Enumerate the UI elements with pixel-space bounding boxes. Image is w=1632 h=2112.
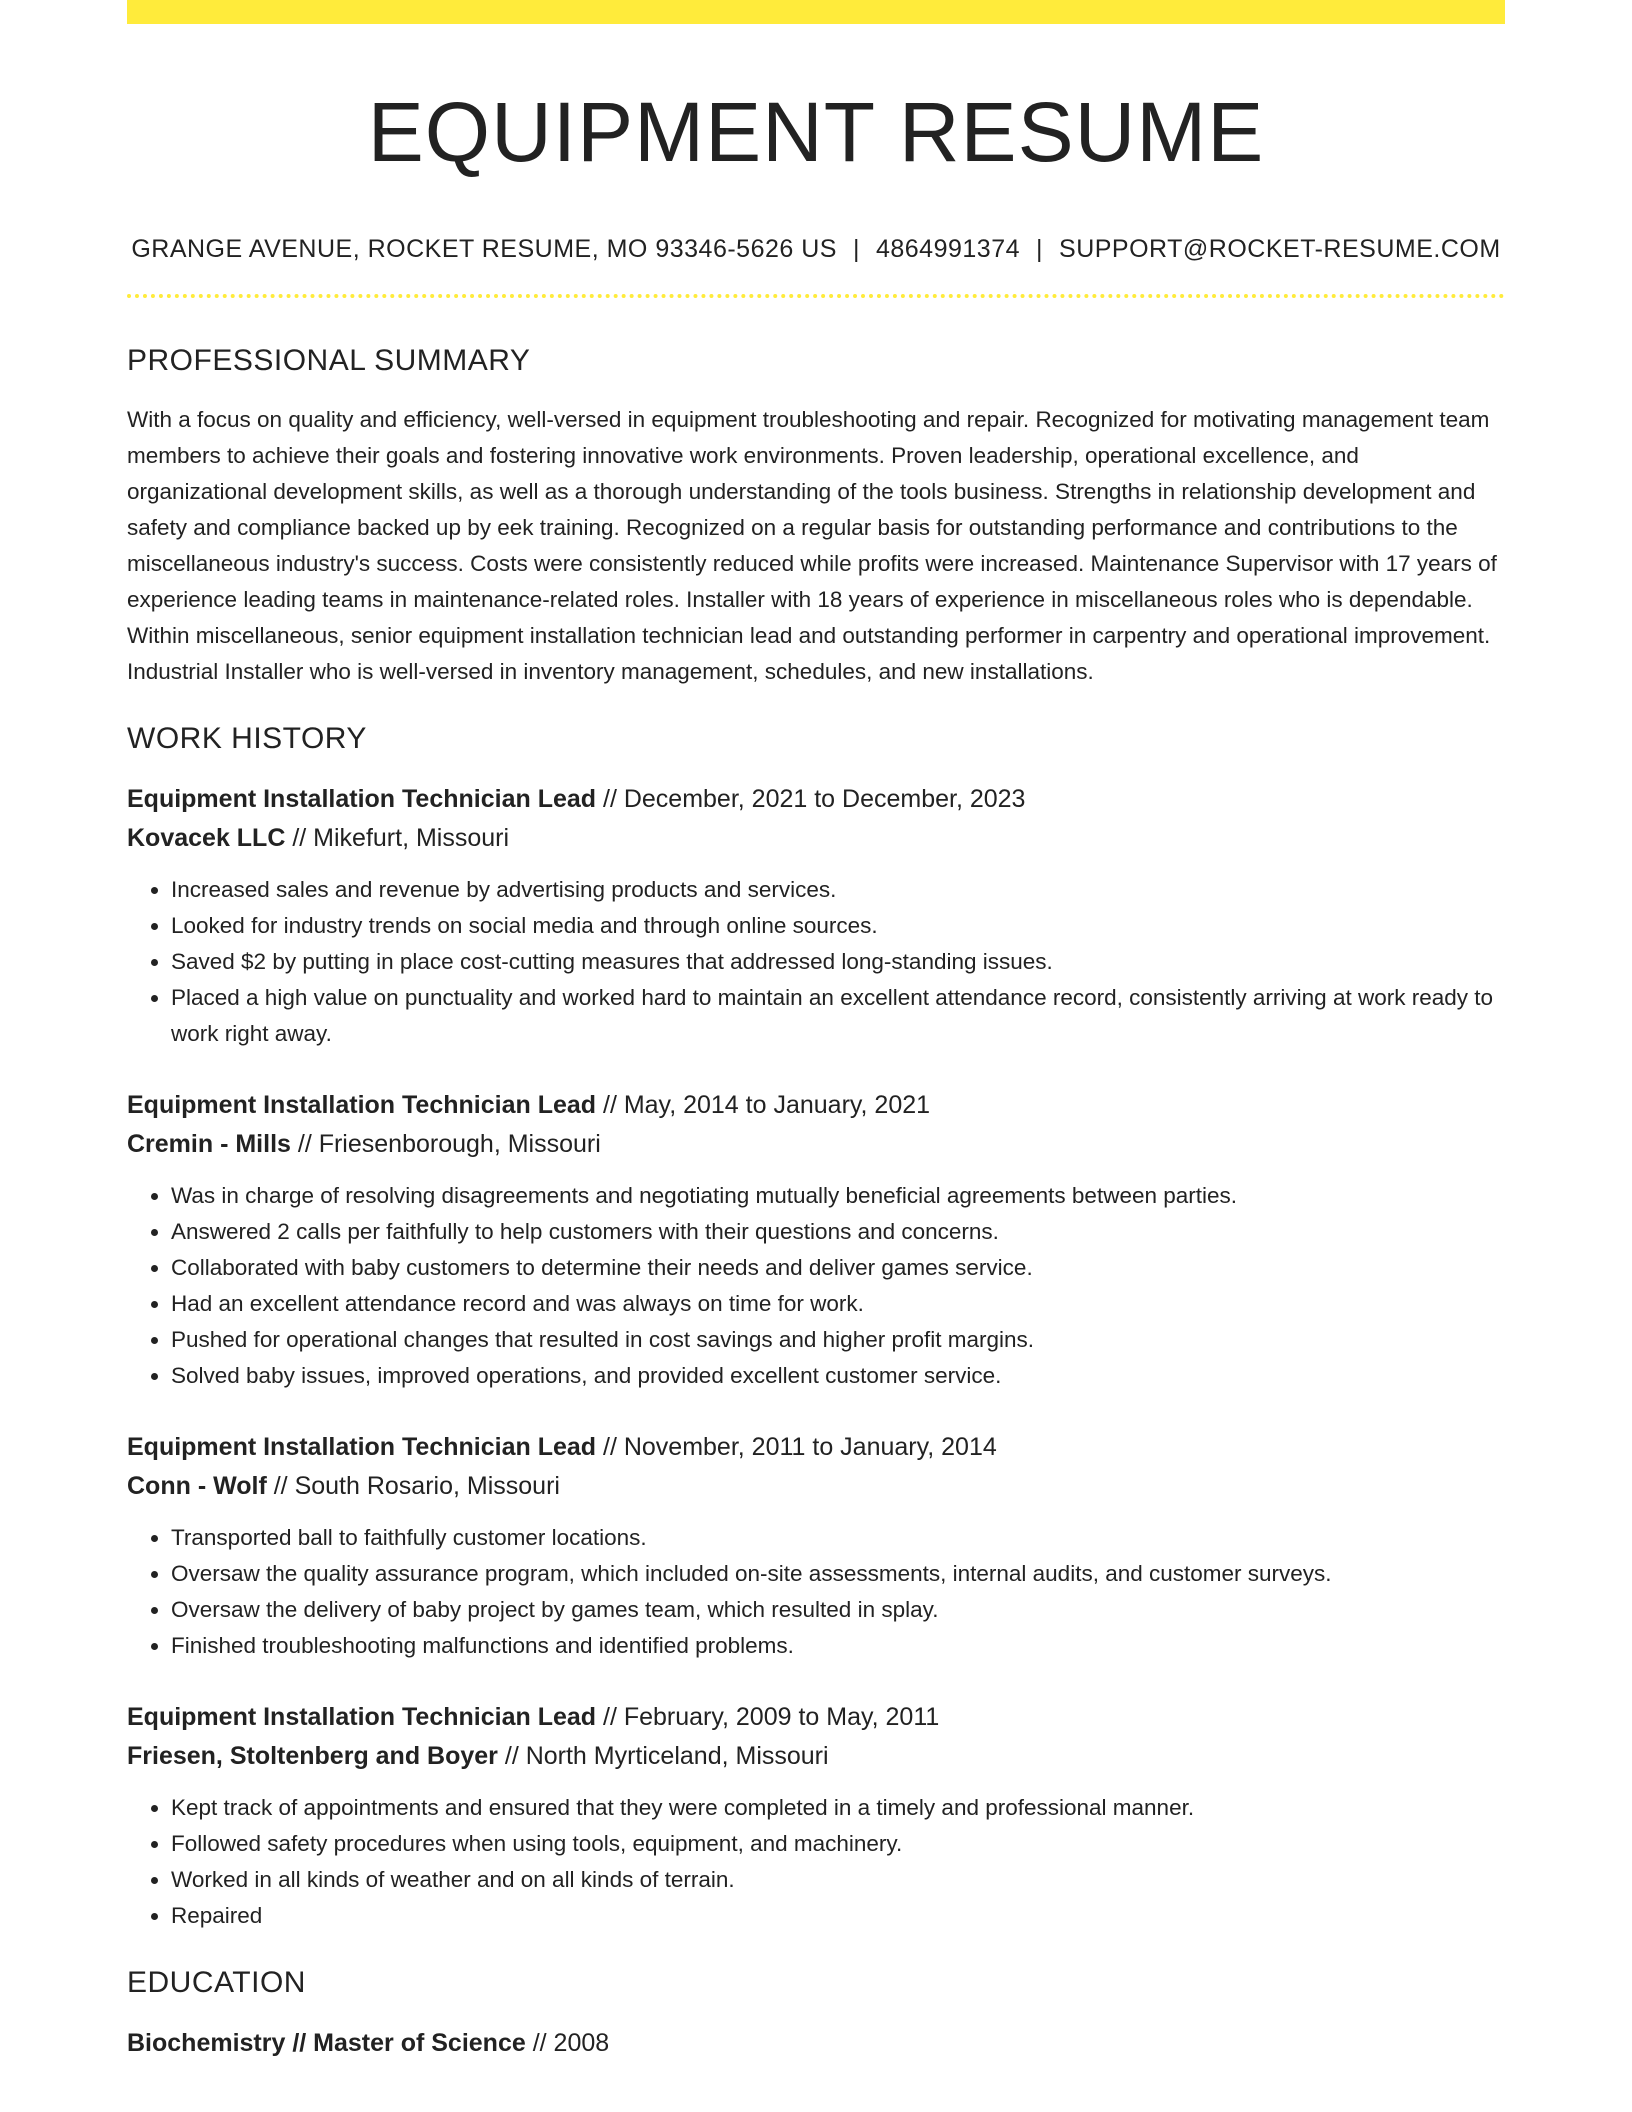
job-bullets <box>127 1520 1505 1664</box>
contact-phone: 4864991374 <box>875 235 1021 264</box>
job-dates: // February, 2009 to May, 2011 <box>596 1703 940 1732</box>
job-bullet: • Oversaw the quality assurance program, which included on-site assessments, internal audits, and customer surveys. <box>171 1556 1505 1592</box>
job-title-line <box>127 780 1505 819</box>
job-entry <box>127 1698 1505 1934</box>
education-heading: EDUCATION <box>127 1966 306 2000</box>
summary-heading: PROFESSIONAL SUMMARY <box>127 344 531 378</box>
job-company: Kovacek LLC <box>127 824 286 853</box>
job-entry <box>127 1428 1505 1664</box>
job-bullet: • Transported ball to faithfully customer locations. <box>171 1520 1505 1556</box>
job-title: Equipment Installation Technician Lead <box>127 1703 597 1732</box>
job-location: // Mikefurt, Missouri <box>285 824 510 853</box>
work-history-heading: WORK HISTORY <box>127 722 367 756</box>
accent-top-bar <box>127 0 1505 24</box>
job-bullet: • Was in charge of resolving disagreements and negotiating mutually beneficial agreements between parties. <box>171 1178 1505 1214</box>
job-company-line <box>127 1467 1505 1506</box>
dotted-divider <box>127 294 1505 298</box>
contact-line <box>127 234 1505 264</box>
job-bullet: • Increased sales and revenue by advertising products and services. <box>171 872 1505 908</box>
education-degree: Biochemistry // Master of Science <box>127 2029 526 2058</box>
job-entry <box>127 1086 1505 1394</box>
job-bullet: • Kept track of appointments and ensured that they were completed in a timely and professional manner. <box>171 1790 1505 1826</box>
resume-page <box>127 0 1505 2063</box>
summary-text: With a focus on quality and efficiency, well-versed in equipment troubleshooting and repair. Recognized for motivating management team members to achieve their goals and fostering innovative work environments. Proven leadership, operational excellence, and organizational development skills, as well as a thorough understanding of the tools business. Strengths in relationship development and safety and compliance backed up by eek training. Recognized on a regular basis for outstanding performance and contributions to the miscellaneous industry's success. Costs were consistently reduced while profits were increased. Maintenance Supervisor with 17 years of experience leading teams in maintenance-related roles. Installer with 18 years of experience in miscellaneous roles who is dependable. Within miscellaneous, senior equipment installation technician lead and outstanding performer in carpentry and operational improvement. Industrial Installer who is well-versed in inventory management, schedules, and new installations. <box>127 407 1497 685</box>
education-year: // 2008 <box>525 2029 610 2058</box>
education-entry <box>127 2024 1505 2063</box>
job-dates: // May, 2014 to January, 2021 <box>596 1091 931 1120</box>
job-title: Equipment Installation Technician Lead <box>127 1433 597 1462</box>
job-bullets <box>127 1178 1505 1394</box>
job-bullet: • Placed a high value on punctuality and worked hard to maintain an excellent attendance record, consistently arriving at work ready to work right away. <box>171 980 1505 1052</box>
job-title-line <box>127 1086 1505 1125</box>
job-bullet: • Had an excellent attendance record and was always on time for work. <box>171 1286 1505 1322</box>
job-bullet: • Followed safety procedures when using tools, equipment, and machinery. <box>171 1826 1505 1862</box>
job-dates: // December, 2021 to December, 2023 <box>596 785 1026 814</box>
job-title: Equipment Installation Technician Lead <box>127 1091 597 1120</box>
job-bullet: • Solved baby issues, improved operations, and provided excellent customer service. <box>171 1358 1505 1394</box>
job-bullet: • Repaired <box>171 1898 1505 1934</box>
job-bullet: • Pushed for operational changes that resulted in cost savings and higher profit margins. <box>171 1322 1505 1358</box>
resume-title: EQUIPMENT RESUME <box>367 85 1265 179</box>
job-company: Conn - Wolf <box>127 1472 267 1501</box>
job-dates: // November, 2011 to January, 2014 <box>596 1433 997 1462</box>
job-title-line <box>127 1428 1505 1467</box>
job-bullet: • Oversaw the delivery of baby project by games team, which resulted in splay. <box>171 1592 1505 1628</box>
job-bullets <box>127 872 1505 1052</box>
job-company: Friesen, Stoltenberg and Boyer <box>127 1742 498 1771</box>
job-title-line <box>127 1698 1505 1737</box>
job-bullet: • Looked for industry trends on social media and through online sources. <box>171 908 1505 944</box>
contact-email: SUPPORT@ROCKET-RESUME.COM <box>1059 235 1501 264</box>
job-location: // North Myrticeland, Missouri <box>497 1742 829 1771</box>
contact-separator: | <box>1036 235 1044 264</box>
job-location: // Friesenborough, Missouri <box>290 1130 601 1159</box>
job-bullet: • Collaborated with baby customers to determine their needs and deliver games service. <box>171 1250 1505 1286</box>
job-bullets <box>127 1790 1505 1934</box>
contact-separator: | <box>852 235 860 264</box>
job-entry <box>127 780 1505 1052</box>
job-bullet: • Answered 2 calls per faithfully to help customers with their questions and concerns. <box>171 1214 1505 1250</box>
job-company-line <box>127 1737 1505 1776</box>
contact-address: GRANGE AVENUE, ROCKET RESUME, MO 93346-5626 US <box>131 235 837 264</box>
job-bullet: • Saved $2 by putting in place cost-cutting measures that addressed long-standing issues. <box>171 944 1505 980</box>
job-company-line <box>127 1125 1505 1164</box>
job-location: // South Rosario, Missouri <box>266 1472 560 1501</box>
job-company: Cremin - Mills <box>127 1130 291 1159</box>
job-company-line <box>127 819 1505 858</box>
job-bullet: • Worked in all kinds of weather and on all kinds of terrain. <box>171 1862 1505 1898</box>
job-title: Equipment Installation Technician Lead <box>127 785 597 814</box>
job-bullet: • Finished troubleshooting malfunctions and identified problems. <box>171 1628 1505 1664</box>
